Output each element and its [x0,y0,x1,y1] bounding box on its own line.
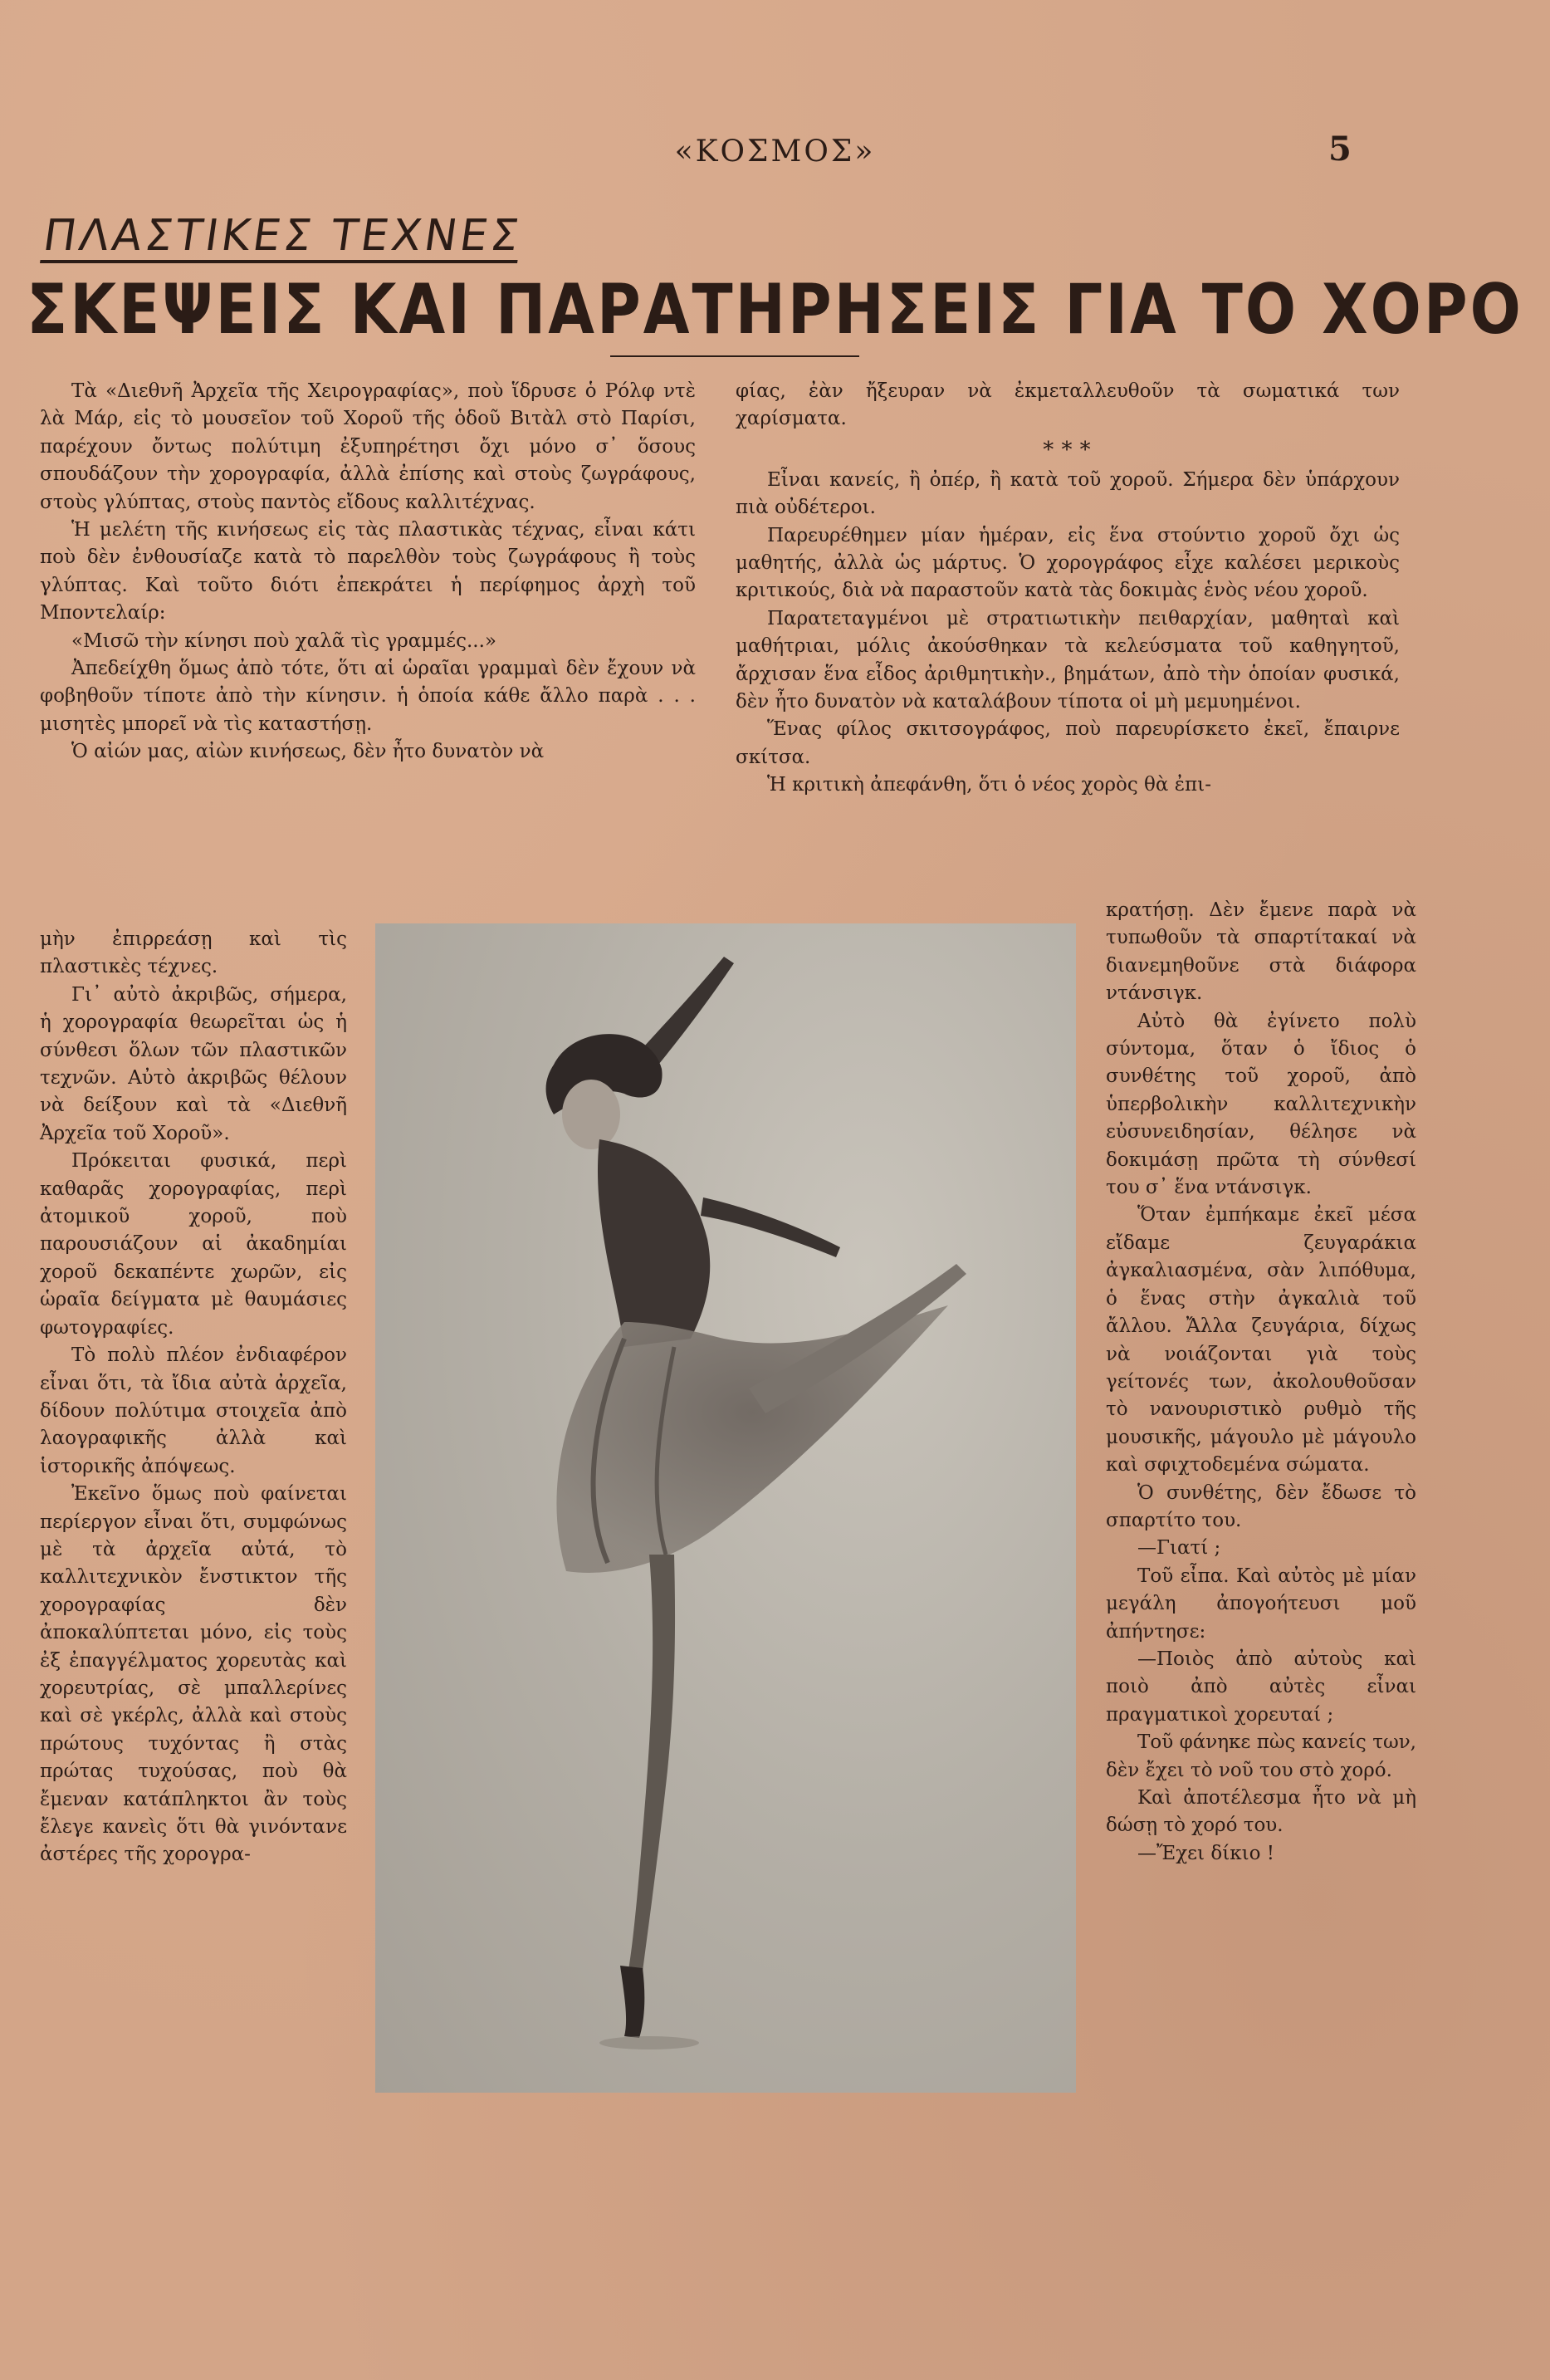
page-number: 5 [1328,130,1352,169]
paragraph: Γι᾿ αὐτὸ ἀκριβῶς, σήμερα, ἡ χορογραφία θεωρεῖται ὡς ἡ σύνθεσι ὅλων τῶν πλαστικῶν τεχνῶν. Αὐτὸ ἀκριβῶς θέλουν νὰ δείξουν καὶ τὰ «Διεθνῆ Ἀρχεῖα τοῦ Χοροῦ». [40,983,347,1144]
paragraph: Τὸ πολὺ πλέον ἐνδιαφέρον εἶναι ὅτι, τὰ ἴδια αὐτὰ ἀρχεῖα, δίδουν πολύτιμα στοιχεῖα ἀπὸ λαογραφικῆς ἀλλὰ καὶ ἱστορικῆς ἀπόψεως. [40,1344,347,1477]
paragraph: Τὰ «Διεθνῆ Ἀρχεῖα τῆς Χειρογραφίας», ποὺ ἵδρυσε ὁ Ρόλφ ντὲ λὰ Μάρ, εἰς τὸ μουσεῖον τοῦ Χοροῦ τῆς ὁδοῦ Βιτὰλ στὸ Παρίσι, παρέχουν ὄντως πολύτιμη ἐξυπηρέτησι ὄχι μόνο σ᾿ ὅσους σπουδάζουν τὴν χορογραφία, ἀλλὰ ἐπίσης καὶ στοὺς ζωγράφους, στοὺς γλύπτας, στοὺς παντὸς εἴδους καλλιτέχνας. [40,380,696,513]
paragraph: Τοῦ φάνηκε πὼς κανείς των, δὲν ἔχει τὸ νοῦ του στὸ χορό. [1106,1731,1416,1781]
paragraph: φίας, ἐὰν ἤξευραν νὰ ἐκμεταλλευθοῦν τὰ σωματικά των χαρίσματα. [736,380,1400,430]
dancer-photograph [375,923,1076,2093]
dialogue-line: —Ποιὸς ἀπὸ αὐτοὺς καὶ ποιὸ ἀπὸ αὐτὲς εἶναι πραγματικοὶ χορευταί ; [1106,1648,1416,1726]
section-label: ΠΛΑΣΤΙΚΕΣ ΤΕΧΝΕΣ [40,212,525,263]
paragraph: μὴν ἐπιρρεάσῃ καὶ τὶς πλαστικὲς τέχνες. [40,928,347,978]
article-headline: ΣΚΕΨΕΙΣ ΚΑΙ ΠΑΡΑΤΗΡΗΣΕΙΣ ΓΙΑ ΤΟ ΧΟΡΟ [27,268,1523,350]
paragraph: κρατήσῃ. Δὲν ἔμενε παρὰ νὰ τυπωθοῦν τὰ σπαρτίτακαί νὰ διανεμηθοῦνε στὰ διάφορα ντάνσιγκ. [1106,899,1416,1005]
paragraph: Ἀπεδείχθη ὅμως ἀπὸ τότε, ὅτι αἱ ὡραῖαι γραμμαὶ δὲν ἔχουν νὰ φοβηθοῦν τίποτε ἀπὸ τὴν κίνησιν. ἡ ὁποία κάθε ἄλλο παρὰ . . . μισητὲς μπορεῖ νὰ τὶς καταστήσῃ. [40,658,696,735]
paragraph: Ἡ κριτικὴ ἀπεφάνθη, ὅτι ὁ νέος χορὸς θὰ ἐπι- [767,774,1211,796]
dialogue-line: —Γιατί ; [1137,1537,1221,1560]
running-title: «ΚΟΣΜΟΣ» [674,135,876,169]
column-1-narrow [40,926,347,1869]
column-2-top [736,378,1400,800]
paragraph: Εἶναι κανείς, ἢ ὀπέρ, ἢ κατὰ τοῦ χοροῦ. Σήμερα δὲν ὑπάρχουν πιὰ οὐδέτεροι. [736,468,1400,519]
paragraph: Ἡ μελέτη τῆς κινήσεως εἰς τὰς πλαστικὰς τέχνας, εἶναι κάτι ποὺ δὲν ἐνθουσίαζε κατὰ τὸ παρελθὸν τοὺς ζωγράφους ἢ τοὺς γλύπτας. Καὶ τοῦτο διότι ἐπεκράτει ἡ περίφημος ἀρχὴ τοῦ Μποντελαίρ: [40,519,696,624]
standing-leg [628,1555,675,1971]
column-1-top [40,378,696,766]
paragraph: Ὅταν ἐμπήκαμε ἐκεῖ μέσα εἴδαμε ζευγαράκια ἀγκαλιασμένα, σὰν λιπόθυμα, ὁ ἕνας στὴν ἀγκαλιὰ τοῦ ἄλλου. Ἄλλα ζευγάρια, δίχως νὰ νοιάζονται γιὰ τοὺς γείτονές των, ἀκολουθοῦσαν τὸ νανουριστικὸ ρυθμὸ τῆς μουσικῆς, μάγουλο μὲ μάγουλο καὶ σφιχτοδεμένα σώματα. [1106,1204,1416,1476]
paragraph: Ὁ αἰών μας, αἰὼν κινήσεως, δὲν ἦτο δυνατὸν νὰ [71,741,545,763]
extended-arm [701,1197,840,1257]
paragraph: Ὁ συνθέτης, δὲν ἔδωσε τὸ σπαρτίτο του. [1106,1481,1416,1531]
asterism: * * * [1043,437,1093,463]
paragraph: Τοῦ εἶπα. Καὶ αὐτὸς μὲ μίαν μεγάλη ἀπογοήτευσι μοῦ ἀπήντησε: [1106,1565,1416,1643]
paragraph: Αὐτὸ θὰ ἐγίνετο πολὺ σύντομα, ὅταν ὁ ἴδιος ὁ συνθέτης τοῦ χοροῦ, ἀπὸ ὑπερβολικὴν καλλιτεχνικὴν εὐσυνειδησίαν, θέλησε νὰ δοκιμάσῃ πρῶτα τὴ σύνθεσί του σ᾿ ἕνα ντάνσιγκ. [1106,1010,1416,1199]
paragraph: Ἐκεῖνο ὅμως ποὺ φαίνεται περίεργον εἶναι ὅτι, συμφώνως μὲ τὰ ἀρχεῖα αὐτά, τὸ καλλιτεχνικὸν ἔνστικτον τῆς χορογραφίας δὲν ἀποκαλύπτεται μόνο, εἰς τοὺς ἐξ ἐπαγγέλματος χορευτὰς καὶ χορευτρίας, σὲ μπαλλερίνες καὶ σὲ γκέρλς, ἀλλὰ καὶ στοὺς πρώτους τυχόντας ἢ στὰς πρώτας τυχούσας, ποὺ θὰ ἔμεναν κατάπληκτοι ἂν τοὺς ἔλεγε κανεὶς ὅτι θὰ γινόντανε ἀστέρες τῆς χορογρα- [40,1483,347,1866]
paragraph: Παρευρέθημεν μίαν ἡμέραν, εἰς ἕνα στούντιο χοροῦ ὄχι ὡς μαθητής, ἀλλὰ ὡς μάρτυς. Ὁ χορογράφος εἶχε καλέσει μερικοὺς κριτικούς, διὰ νὰ παραστοῦν κατὰ τὰς δοκιμὰς ἑνὸς νέου χοροῦ. [736,524,1400,602]
paragraph: Παρατεταγμένοι μὲ στρατιωτικὴν πειθαρχίαν, μαθηταὶ καὶ μαθήτριαι, μόλις ἀκούσθηκαν τὰ κελεύσματα τοῦ καθηγητοῦ, ἄρχισαν ἕνα εἶδος ἀριθμητικὴν., βημάτων, ἀπὸ τὴν ὁποίαν φυσικά, δὲν ἦτο δυνατὸν νὰ καταλάβουν τίποτα οἱ μὴ μεμυημένοι. [736,607,1400,713]
paragraph: Ἕνας φίλος σκιτσογράφος, ποὺ παρευρίσκετο ἐκεῖ, ἔπαιρνε σκίτσα. [736,718,1400,768]
ballet-shoe [620,1966,644,2038]
face [562,1080,620,1149]
skirt [556,1305,948,1573]
quotation: «Μισῶ τὴν κίνησι ποὺ χαλᾶ τὶς γραμμές...» [71,629,496,652]
headline-rule [610,355,859,357]
dialogue-line: —Ἔχει δίκιο ! [1137,1842,1275,1864]
paragraph: Καὶ ἀποτέλεσμα ἦτο νὰ μὴ δώσῃ τὸ χορό του. [1106,1787,1416,1837]
column-2-narrow [1106,897,1416,1868]
torso [598,1139,710,1347]
paragraph: Πρόκειται φυσικά, περὶ καθαρᾶς χορογραφίας, περὶ ἀτομικοῦ χοροῦ, ποὺ παρουσιάζουν αἱ ἀκαδημίαι χοροῦ δεκαπέντε χωρῶν, εἰς ὡραῖα δείγματα μὲ θαυμάσιες φωτογραφίες. [40,1150,347,1339]
dancer-figure-illustration [375,923,1076,2093]
